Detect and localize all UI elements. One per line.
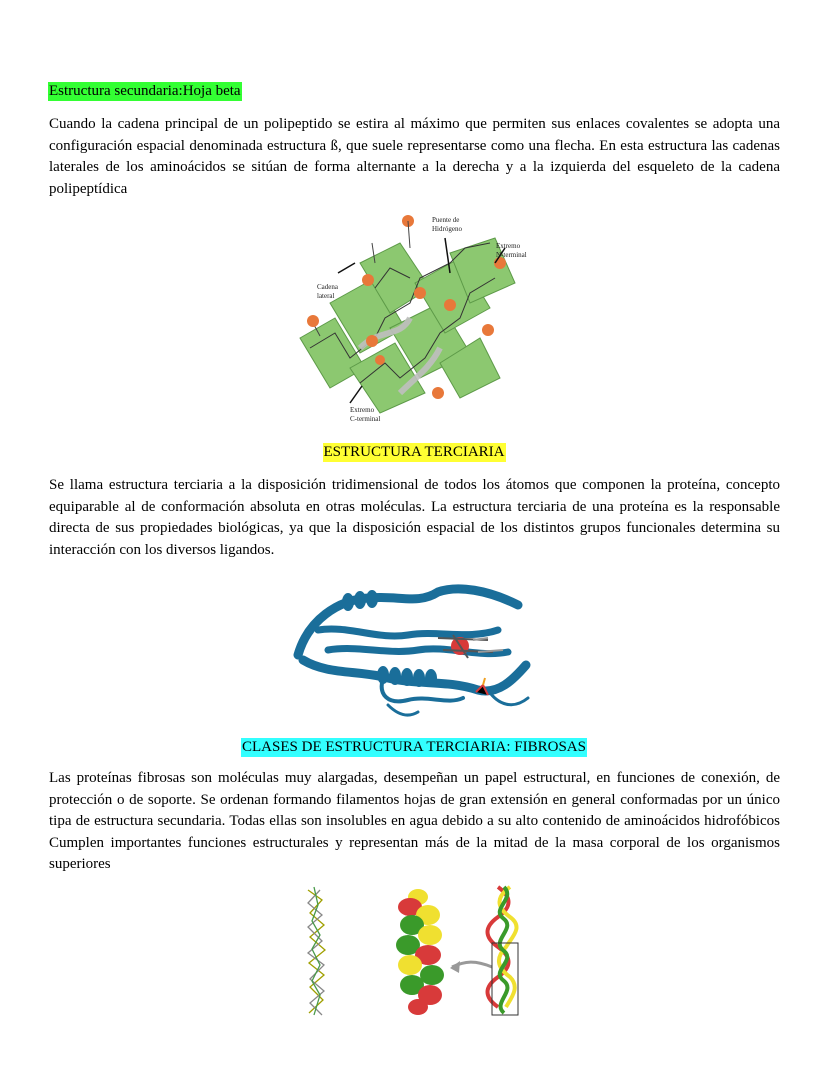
side-chain-atom [366, 335, 378, 347]
side-chain-atom [482, 324, 494, 336]
stick-model [308, 887, 325, 1015]
side-chain-atom [375, 355, 385, 365]
space-filling-helix [396, 889, 444, 1015]
heading-text: Estructura secundaria:Hoja beta [49, 83, 241, 99]
heading-estructura-terciaria [0, 443, 828, 462]
side-chain-atom [414, 287, 426, 299]
side-chain-atom [444, 299, 456, 311]
heading-text: ESTRUCTURA TERCIARIA [323, 444, 505, 460]
label-puente-1: Puente de [432, 216, 460, 224]
label-nterm-1: Extremo [496, 242, 521, 250]
paragraph-estructura-terciaria: Se llama estructura terciaria a la disposición tridimensional de todos los átomos que componen la proteína, concepto equiparable al de conformación absoluta en otras moléculas. La estructura terciaria de una proteína es la responsable directa de sus propiedades biológicas, ya que la disposición espacial de los distintos grupos funcionales determina su interacción con los diversos ligandos. [49, 477, 780, 558]
label-cadena-2: lateral [317, 292, 335, 300]
label-puente-2: Hidrógeno [432, 225, 462, 233]
paragraph-fibrosas: Las proteínas fibrosas son moléculas muy alargadas, desempeñan un papel estructural, en funciones de conexión, de protección o de soporte. Se ordenan formando filamentos hojas de gran extensión en general conformadas por un único tipa de estructura secundaria. Todas ellas son insolubles en agua debido a su alto contenido de aminoácidos hidrofóbicos Cumplen importantes funciones estructurales y representan más de la mitad de la masa corporal de los organismos superiores [49, 770, 780, 872]
heading-text: CLASES DE ESTRUCTURA TERCIARIA: FIBROSAS [242, 739, 586, 755]
side-chain-atom [362, 274, 374, 286]
beta-sheet-figure [290, 208, 540, 430]
fibrous-protein-figure [300, 885, 530, 1020]
label-cterm-1: Extremo [350, 406, 375, 414]
heading-estructura-secundaria [48, 82, 242, 101]
arrow-head [450, 961, 460, 973]
protein-ribbon [298, 589, 518, 655]
heading-fibrosas [0, 738, 828, 757]
protein-ribbon [318, 629, 498, 636]
label-cadena-1: Cadena [317, 283, 338, 291]
side-chain-atom [307, 315, 319, 327]
label-nterm-2: N-terminal [496, 251, 527, 259]
label-cterm-2: C-terminal [350, 415, 381, 423]
tertiary-structure-figure [288, 580, 536, 720]
protein-loop [388, 705, 418, 715]
side-chain-atom [432, 387, 444, 399]
paragraph-hoja-beta: Cuando la cadena principal de un polipeptido se estira al máximo que permiten sus enlaces covalentes se adopta una configuración espacial denominada estructura ß, que suele representarse como una flecha. En esta estructura las cadenas laterales de los aminoácidos se sitúan de forma alternante a la derecha y a la izquierda del esqueleto de la cadena polipeptídica [49, 116, 780, 197]
